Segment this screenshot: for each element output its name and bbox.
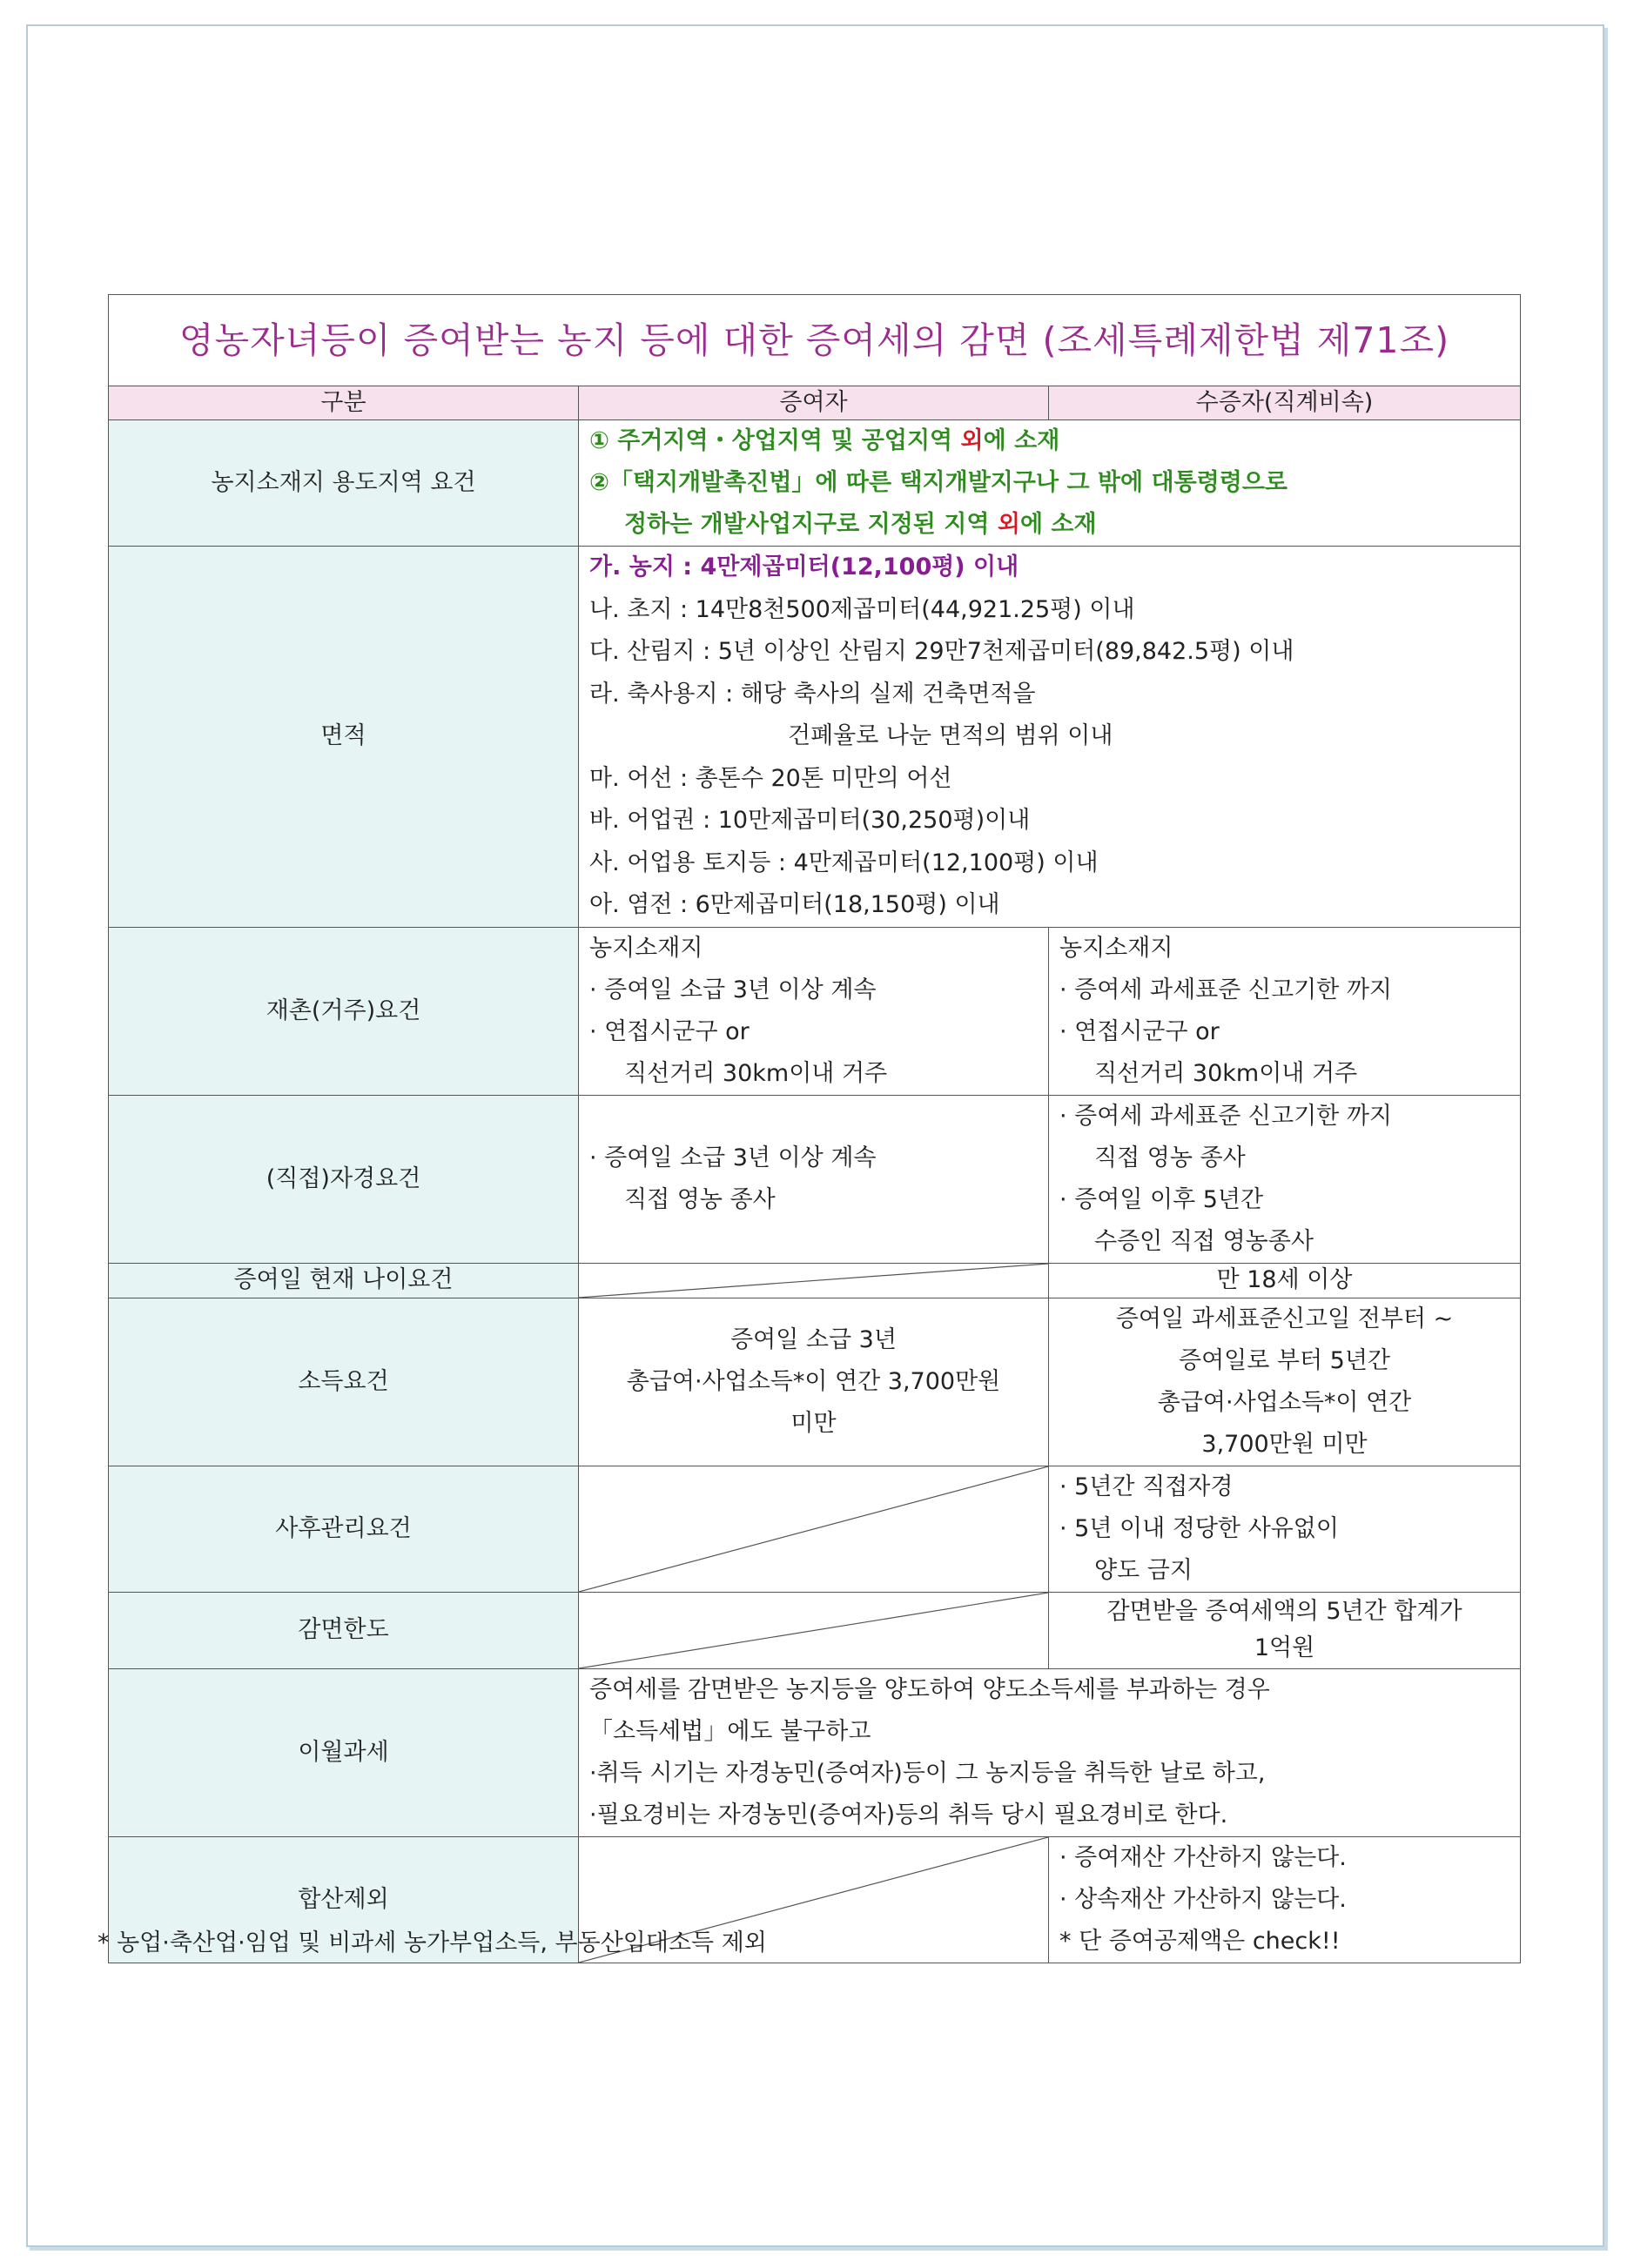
row-carryover — [109, 1668, 1521, 1836]
text-line: · 증여일 소급 3년 이상 계속 — [589, 976, 877, 1003]
row-label: (직접)자경요건 — [109, 1095, 579, 1263]
limit-receiver — [1049, 1592, 1521, 1668]
text-line: · 증여일 이후 5년간 — [1059, 1185, 1264, 1213]
row-farming — [109, 1095, 1521, 1263]
text-line: * 단 증여공제액은 check!! — [1059, 1927, 1341, 1955]
income-giver — [579, 1298, 1049, 1466]
area-line: 아. 염전 : 6만제곱미터(18,150평) 이내 — [589, 891, 1000, 918]
row-residence — [109, 927, 1521, 1095]
area-line: 마. 어선 : 총톤수 20톤 미만의 어선 — [589, 764, 952, 792]
empty-cell-diagonal — [579, 1466, 1049, 1592]
area-line: 사. 어업용 토지등 : 4만제곱미터(12,100평) 이내 — [589, 849, 1099, 876]
area-line: 다. 산림지 : 5년 이상인 산림지 29만7천제곱미터(89,842.5평) 이내 — [589, 638, 1294, 665]
post-receiver — [1049, 1466, 1521, 1592]
farming-receiver — [1049, 1095, 1521, 1263]
text-line: 농지소재지 — [589, 934, 703, 962]
gift-tax-reduction-table — [108, 294, 1521, 1963]
residence-giver — [579, 927, 1049, 1095]
zone-line-1: ① 주거지역・상업지역 및 공업지역 외에 소재 — [589, 427, 1060, 454]
text-line: · 상속재산 가산하지 않는다. — [1059, 1885, 1347, 1913]
row-limit — [109, 1592, 1521, 1668]
zone-line-2: ②「택지개발촉진법」에 따른 택지개발지구나 그 밖에 대통령령으로 — [589, 469, 1287, 496]
zone-content — [579, 420, 1521, 547]
area-line: 가. 농지 : 4만제곱미터(12,100평) 이내 — [589, 554, 1019, 580]
row-label: 면적 — [109, 547, 579, 928]
diagonal-line — [579, 1264, 1048, 1298]
text-line: · 5년간 직접자경 — [1059, 1473, 1234, 1500]
residence-receiver — [1049, 927, 1521, 1095]
text-line: 양도 금지 — [1094, 1556, 1193, 1584]
text-line: 증여세를 감면받은 농지등을 양도하여 양도소득세를 부과하는 경우 — [589, 1675, 1270, 1703]
text-line: · 증여세 과세표준 신고기한 까지 — [1059, 976, 1392, 1003]
exclusion-receiver — [1049, 1836, 1521, 1963]
text-line: 수증인 직접 영농종사 — [1094, 1227, 1314, 1255]
text-line: 직선거리 30km이내 거주 — [1094, 1059, 1358, 1087]
farming-giver — [579, 1095, 1049, 1263]
text-line: ·필요경비는 자경농민(증여자)등의 취득 당시 필요경비로 한다. — [589, 1801, 1228, 1828]
row-zone — [109, 420, 1521, 547]
row-label: 이월과세 — [109, 1668, 579, 1836]
row-label: 농지소재지 용도지역 요건 — [109, 420, 579, 547]
table-title: 영농자녀등이 증여받는 농지 등에 대한 증여세의 감면 (조세특례제한법 제71조) — [109, 295, 1521, 386]
footnote: * 농업·축산업·임업 및 비과세 농가부업소득, 부동산임대소득 제외 — [97, 1929, 767, 1956]
text-line: 농지소재지 — [1059, 934, 1173, 962]
diagonal-line — [579, 1593, 1048, 1668]
text-line: 직접 영농 종사 — [1094, 1144, 1246, 1171]
header-row — [109, 386, 1521, 420]
row-post-management — [109, 1466, 1521, 1592]
text-line: · 연접시군구 or — [1059, 1017, 1220, 1045]
text-line: 총급여·사업소득*이 연간 3,700만원 — [626, 1367, 1001, 1395]
row-label: 감면한도 — [109, 1592, 579, 1668]
text-line: 총급여·사업소득*이 연간 — [1157, 1388, 1412, 1416]
area-content — [579, 547, 1521, 928]
diagonal-line — [579, 1466, 1048, 1592]
row-label: 증여일 현재 나이요건 — [109, 1263, 579, 1298]
area-line: 나. 초지 : 14만8천500제곱미터(44,921.25평) 이내 — [589, 595, 1135, 623]
text-line: · 증여일 소급 3년 이상 계속 — [589, 1144, 877, 1171]
carryover-content — [579, 1668, 1521, 1836]
row-label: 소득요건 — [109, 1298, 579, 1466]
text-line: 증여일 소급 3년 — [730, 1325, 897, 1353]
text-line: 1억원 — [1254, 1634, 1315, 1661]
text-line: · 5년 이내 정당한 사유없이 — [1059, 1514, 1339, 1542]
text-line: · 증여재산 가산하지 않는다. — [1059, 1843, 1347, 1871]
text-line: · 연접시군구 or — [589, 1017, 750, 1045]
row-age — [109, 1263, 1521, 1298]
text-line: 직접 영농 종사 — [624, 1185, 776, 1213]
header-giver: 증여자 — [579, 386, 1049, 420]
zone-line-3: 정하는 개발사업지구로 지정된 지역 외에 소재 — [624, 511, 1097, 538]
empty-cell-diagonal — [579, 1263, 1049, 1298]
age-receiver: 만 18세 이상 — [1049, 1263, 1521, 1298]
area-line: 바. 어업권 : 10만제곱미터(30,250평)이내 — [589, 807, 1031, 834]
text-line: · 증여세 과세표준 신고기한 까지 — [1059, 1102, 1392, 1130]
text-line: 미만 — [790, 1409, 837, 1437]
text-line: 직선거리 30km이내 거주 — [624, 1059, 888, 1087]
row-label: 합산제외 — [109, 1836, 579, 1963]
text-line: 감면받을 증여세액의 5년간 합계가 — [1106, 1598, 1462, 1625]
income-receiver — [1049, 1298, 1521, 1466]
row-label: 재촌(거주)요건 — [109, 927, 579, 1095]
row-income — [109, 1298, 1521, 1466]
area-line: 건폐율로 나눈 면적의 범위 이내 — [788, 722, 1113, 749]
text-line: 증여일 과세표준신고일 전부터 ~ — [1115, 1305, 1454, 1332]
empty-cell-diagonal — [579, 1592, 1049, 1668]
area-line: 라. 축사용지 : 해당 축사의 실제 건축면적을 — [589, 680, 1036, 708]
text-line: ·취득 시기는 자경농민(증여자)등이 그 농지등을 취득한 날로 하고, — [589, 1759, 1266, 1787]
header-receiver: 수증자(직계비속) — [1049, 386, 1521, 420]
row-area — [109, 547, 1521, 928]
text-line: 3,700만원 미만 — [1201, 1430, 1368, 1458]
row-label: 사후관리요건 — [109, 1466, 579, 1592]
text-line: 증여일로 부터 5년간 — [1179, 1346, 1390, 1374]
header-category: 구분 — [109, 386, 579, 420]
text-line: 「소득세법」에도 불구하고 — [589, 1717, 871, 1745]
